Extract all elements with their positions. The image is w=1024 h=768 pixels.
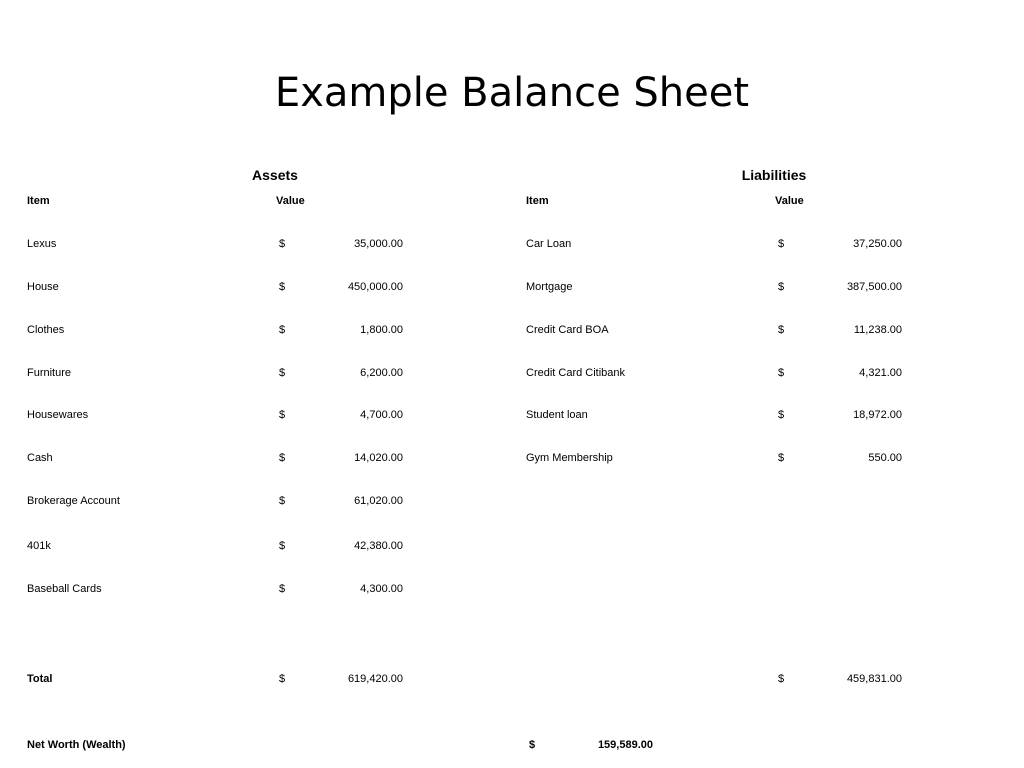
liability-currency: $ bbox=[778, 238, 785, 250]
liabilities-total-value: 459,831.00 bbox=[846, 673, 902, 685]
liability-currency: $ bbox=[778, 452, 785, 464]
asset-currency: $ bbox=[279, 540, 286, 552]
assets-item-header: Item bbox=[27, 195, 50, 207]
asset-value: 35,000.00 bbox=[354, 238, 403, 250]
asset-value: 4,700.00 bbox=[360, 409, 403, 421]
liability-item: Gym Membership bbox=[526, 452, 613, 464]
asset-currency: $ bbox=[279, 583, 286, 595]
net-worth-value: 159,589.00 bbox=[597, 739, 653, 751]
asset-item: House bbox=[27, 281, 59, 293]
liability-value: 550.00 bbox=[868, 452, 902, 464]
liability-currency: $ bbox=[778, 324, 785, 336]
liability-value: 37,250.00 bbox=[853, 238, 902, 250]
asset-item: Housewares bbox=[27, 409, 89, 421]
asset-currency: $ bbox=[279, 238, 286, 250]
net-worth-currency: $ bbox=[529, 739, 536, 751]
liabilities-total-currency: $ bbox=[778, 673, 785, 685]
asset-currency: $ bbox=[279, 324, 286, 336]
page-title: Example Balance Sheet bbox=[274, 70, 750, 116]
liabilities-value-header: Value bbox=[775, 195, 804, 207]
asset-value: 4,300.00 bbox=[360, 583, 403, 595]
liability-item: Mortgage bbox=[526, 281, 573, 293]
liability-value: 11,238.00 bbox=[853, 324, 902, 336]
liability-currency: $ bbox=[778, 367, 785, 379]
asset-value: 6,200.00 bbox=[360, 367, 403, 379]
asset-item: Baseball Cards bbox=[27, 583, 102, 595]
asset-item: Clothes bbox=[27, 324, 65, 336]
asset-value: 1,800.00 bbox=[360, 324, 403, 336]
assets-heading: Assets bbox=[252, 167, 298, 183]
asset-item: Cash bbox=[27, 452, 53, 464]
total-label: Total bbox=[27, 673, 53, 685]
liability-item: Car Loan bbox=[526, 238, 572, 250]
liabilities-item-header: Item bbox=[526, 195, 549, 207]
asset-currency: $ bbox=[279, 495, 286, 507]
liability-value: 387,500.00 bbox=[846, 281, 902, 293]
asset-value: 14,020.00 bbox=[354, 452, 403, 464]
asset-currency: $ bbox=[279, 367, 286, 379]
liability-item: Credit Card Citibank bbox=[526, 367, 626, 379]
liability-currency: $ bbox=[778, 409, 785, 421]
asset-item: Lexus bbox=[27, 238, 57, 250]
asset-item: 401k bbox=[27, 540, 51, 552]
asset-currency: $ bbox=[279, 452, 286, 464]
net-worth-label: Net Worth (Wealth) bbox=[27, 739, 126, 751]
asset-currency: $ bbox=[279, 281, 286, 293]
liabilities-heading: Liabilities bbox=[741, 167, 807, 183]
assets-value-header: Value bbox=[276, 195, 305, 207]
asset-currency: $ bbox=[279, 409, 286, 421]
liability-currency: $ bbox=[778, 281, 785, 293]
asset-value: 42,380.00 bbox=[354, 540, 403, 552]
liability-item: Student loan bbox=[526, 409, 588, 421]
assets-total-value: 619,420.00 bbox=[347, 673, 403, 685]
assets-total-currency: $ bbox=[279, 673, 286, 685]
liability-value: 18,972.00 bbox=[853, 409, 902, 421]
asset-value: 61,020.00 bbox=[354, 495, 403, 507]
asset-item: Brokerage Account bbox=[27, 495, 120, 507]
liability-value: 4,321.00 bbox=[859, 367, 902, 379]
liability-item: Credit Card BOA bbox=[526, 324, 609, 336]
asset-value: 450,000.00 bbox=[347, 281, 403, 293]
asset-item: Furniture bbox=[27, 367, 72, 379]
